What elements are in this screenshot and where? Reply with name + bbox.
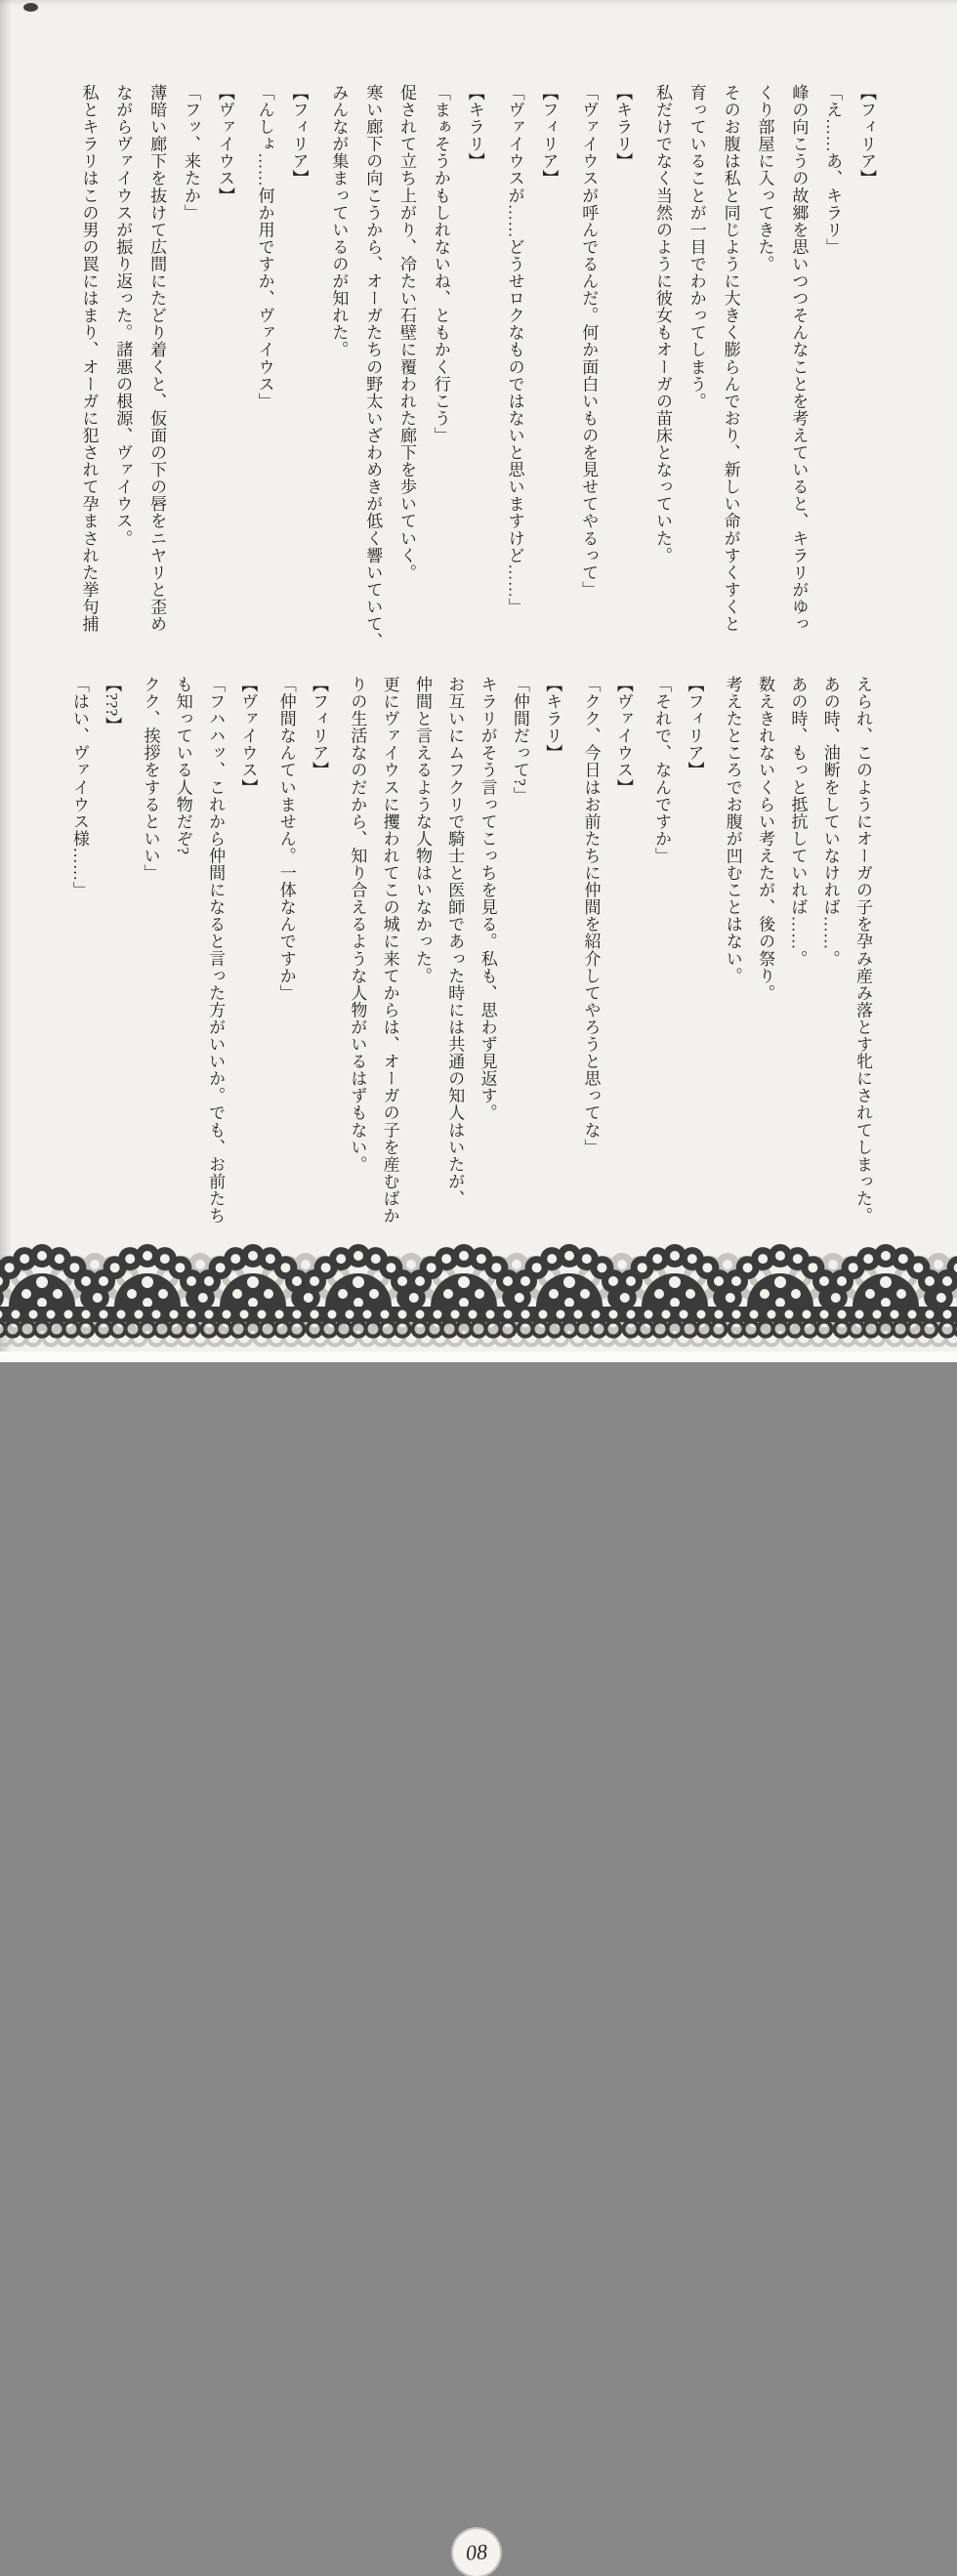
text-block-lower-row xyxy=(63,676,880,1242)
lace-border xyxy=(0,1238,957,2565)
scan-edge-shade-top xyxy=(0,0,957,6)
text-line-dialogue: 「はい、ヴァイウス様……」 xyxy=(69,676,89,899)
text-line-dialogue: 「それで、なんですか」 xyxy=(652,676,672,865)
scan-edge-shade-left xyxy=(0,0,12,1362)
text-line-dialogue: 「ヴァイウスが……どうせロクなものではないと思いますけど……」 xyxy=(505,84,524,616)
text-line-narration: 薄暗い廊下を抜けて広間にたどり着くと、仮面の下の唇をニヤリと歪め xyxy=(147,84,167,633)
text-line-speaker: 【フィリア】 xyxy=(539,84,559,187)
text-line-narration: えられ、このようにオーガの子を孕み産み落とす牝にされてしまった。 xyxy=(853,676,872,1225)
text-line-narration: 更にヴァイウスに攫われてこの城に来てからは、オーガの子を産むばか xyxy=(380,676,399,1225)
text-line-speaker: 【???】 xyxy=(103,676,122,734)
text-line-narration: そのお腹は私と同じように大きく膨らんでおり、新しい命がすくすくと xyxy=(721,84,740,633)
text-line-dialogue: 「んしょ……何か用ですか、ヴァイウス」 xyxy=(255,84,274,410)
text-block-upper-row xyxy=(71,84,889,662)
text-line-narration: 寒い廊下の向こうから、オーガたちの野太いざわめきが低く響いていて、 xyxy=(363,84,383,650)
text-line-speaker: 【キラリ】 xyxy=(613,84,633,170)
text-line-dialogue: クク、挨拶をするといい」 xyxy=(141,676,160,882)
text-line-dialogue: も知っている人物だぞ? xyxy=(173,676,192,855)
text-line-dialogue: 「仲間なんていません。一体なんですか」 xyxy=(276,676,296,1002)
text-line-dialogue: 「え……あ、キラリ」 xyxy=(823,84,843,256)
text-line-speaker: 【キラリ】 xyxy=(465,84,484,170)
text-line-speaker: 【フィリア】 xyxy=(857,84,876,187)
text-line-narration: 仲間と言えるような人物はいなかった。 xyxy=(412,676,432,984)
text-line-speaker: 【フィリア】 xyxy=(289,84,309,187)
text-line-dialogue: 「フハハッ、これから仲間になると言った方がいいか。でも、お前たち xyxy=(206,676,226,1225)
page-number-badge xyxy=(453,2529,500,2576)
text-line-dialogue: 「フッ、来たか」 xyxy=(181,84,200,222)
scan-speck xyxy=(23,3,38,12)
text-line-speaker: 【ヴァイウス】 xyxy=(613,676,633,796)
text-line-narration: 峰の向こうの故郷を思いつつそんなことを考えていると、キラリがゆっ xyxy=(789,84,809,633)
text-line-speaker: 【フィリア】 xyxy=(310,676,328,779)
text-line-speaker: 【ヴァイウス】 xyxy=(215,84,234,204)
text-line-speaker: 【キラリ】 xyxy=(543,676,562,762)
text-line-narration: あの時、油断をしていなければ……。 xyxy=(820,676,840,968)
text-line-narration: あの時、もっと抵抗していれば……。 xyxy=(788,676,808,968)
text-line-dialogue: 「クク、今日はお前たちに仲間を紹介してやろうと思ってな」 xyxy=(581,676,601,1156)
text-line-narration: りの生活なのだから、知り合えるような人物がいるはずもない。 xyxy=(348,676,367,1173)
text-line-dialogue: 「ヴァイウスが呼んでるんだ。何か面白いものを見せてやるって」 xyxy=(579,84,599,599)
text-line-narration: 私とキラリはこの男の罠にはまり、オーガに犯されて孕まされた挙句捕 xyxy=(79,84,99,633)
text-line-narration: お互いにムフクリで騎士と医師であった時には共通の知人はいたが、 xyxy=(445,676,465,1208)
text-line-narration: みんなが集まっているのが知れた。 xyxy=(329,84,349,358)
text-line-narration: ながらヴァイウスが振り返った。諸悪の根源、ヴァイウス。 xyxy=(113,84,133,547)
text-line-narration: 促されて立ち上がり、冷たい石壁に覆われた廊下を歩いていく。 xyxy=(397,84,417,581)
text-line-narration: 数えきれないくらい考えたが、後の祭り。 xyxy=(756,676,775,1002)
text-line-narration: 育っていることが一目でわかってしまう。 xyxy=(687,84,706,410)
text-line-dialogue: 「仲間だって?」 xyxy=(510,676,529,804)
page-number: 08 xyxy=(465,2539,488,2565)
text-line-narration: キラリがそう言ってこっちを見る。私も、思わず見返す。 xyxy=(478,676,497,1122)
text-line-narration: 考えたところでお腹が凹むことはない。 xyxy=(723,676,742,984)
text-line-narration: 私だけでなく当然のように彼女もオーガの苗床となっていた。 xyxy=(652,84,672,564)
text-line-narration: くり部屋に入ってきた。 xyxy=(755,84,774,273)
lace-trim-ornament-icon xyxy=(0,1238,957,1362)
text-line-dialogue: 「まぁそうかもしれないね、ともかく行こう」 xyxy=(431,84,450,444)
text-line-speaker: 【ヴァイウス】 xyxy=(238,676,258,796)
text-line-speaker: 【フィリア】 xyxy=(685,676,704,779)
